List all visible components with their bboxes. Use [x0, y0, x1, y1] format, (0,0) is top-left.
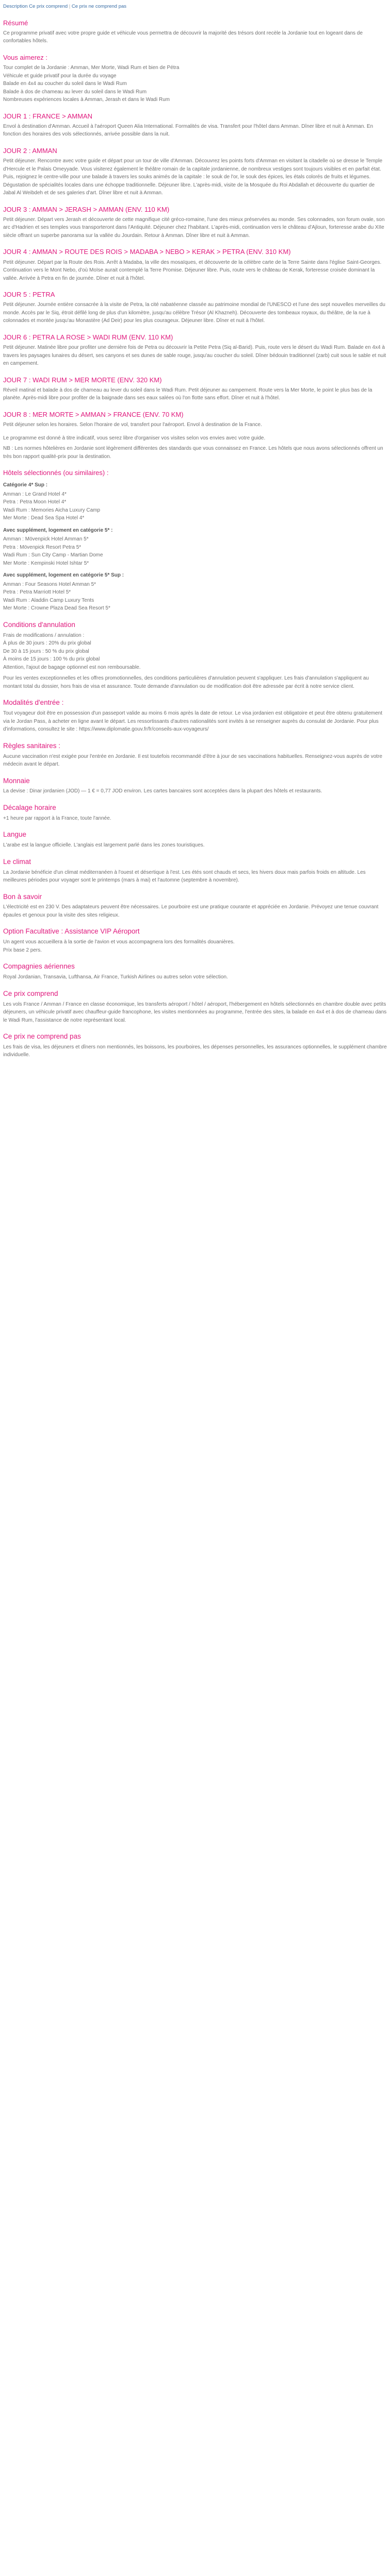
- currency-text: La devise : Dinar jordanien (JOD) — 1 € = 0,77 JOD environ. Les cartes bancaires sont acceptées dans la plupart des hôtels et restaurants.: [3, 788, 322, 794]
- day-title: JOUR 8 : MER MORTE > AMMAN > FRANCE (ENV. 70 KM): [3, 410, 184, 418]
- hotel-category-label: Avec supplément, logement en catégorie 5* :: [3, 527, 113, 533]
- cancellation-line: De 30 à 15 jours : 50 % du prix global: [3, 648, 89, 654]
- hotel-line: Petra : Petra Marriott Hotel 5*: [3, 589, 71, 596]
- options-line: Un agent vous accueillera à la sortie de l'avion et vous accompagnera lors des formalités douanières.: [3, 939, 235, 945]
- climate-text: La Jordanie bénéficie d'un climat méditerranéen à l'ouest et désertique à l'est. Les étés sont chauds et secs, les hivers doux mais parfois froids en altitude. Les meilleures périodes pour voyager sont le printemps (mars à mai) et l'automne (septembre à novembre).: [3, 869, 366, 884]
- health-text: Aucune vaccination n'est exigée pour l'entrée en Jordanie. Il est toutefois recommandé d'être à jour de ses vaccinations habituelles. Renseignez-vous auprès de votre médecin avant le départ.: [3, 753, 383, 768]
- hotel-line: Amman : Le Grand Hotel 4*: [3, 491, 67, 497]
- day-text: Envol à destination d'Amman. Accueil à l'aéroport Queen Alia International. Formalités de visa. Transfert pour l'hôtel dans Amman. Dîner libre et nuit à Amman. En fonction des horaires des vols sélectionnés, arrivée possible dans la nuit.: [3, 123, 373, 138]
- hotel-line: Mer Morte : Crowne Plaza Dead Sea Resort 5*: [3, 605, 110, 612]
- hotel-category-label: Catégorie 4* Sup :: [3, 482, 48, 488]
- day-text: Petit déjeuner selon les horaires. Selon l'horaire de vol, transfert pour l'aéroport. Envol à destination de la France.: [3, 422, 262, 428]
- hotel-line: Wadi Rum : Aladdin Camp Luxury Tents: [3, 597, 94, 603]
- hotel-line: Mer Morte : Kempinski Hotel Ishtar 5*: [3, 560, 89, 566]
- day-1: [3, 112, 388, 139]
- day-8: [3, 411, 388, 429]
- day-title: JOUR 1 : FRANCE > AMMAN: [3, 112, 92, 120]
- day-title: JOUR 7 : WADI RUM > MER MORTE (ENV. 320 KM): [3, 376, 162, 384]
- hotel-line: Wadi Rum : Sun City Camp - Martian Dome: [3, 552, 103, 558]
- cancellation-line: Attention, l'ajout de bagage optionnel est non remboursable.: [3, 664, 141, 670]
- day-title: JOUR 2 : AMMAN: [3, 146, 57, 155]
- timezone-title: Décalage horaire: [3, 803, 56, 811]
- good-to-know-title: Bon à savoir: [3, 892, 42, 901]
- resume-text: Ce programme privatif avec votre propre guide et véhicule vous permettra de découvrir la majorité des trésors dont recèle la Jordanie tout en logeant dans de confortables hôtels.: [3, 30, 363, 44]
- cancellation-line: Frais de modifications / annulation :: [3, 632, 85, 638]
- airlines-title: Compagnies aériennes: [3, 962, 75, 971]
- intro-note: Le programme est donné à titre indicatif, vous serez libre d'organiser vos visites selon vos envies avec votre guide.: [3, 435, 266, 441]
- welcome-line: Nombreuses expériences locales à Amman, Jerash et dans le Wadi Rum: [3, 97, 170, 103]
- payment-title: Modalités d'entrée :: [3, 699, 64, 707]
- welcome-line: Véhicule et guide privatif pour la durée du voyage: [3, 73, 117, 79]
- day-6: [3, 333, 388, 368]
- welcome-title: Vous aimerez :: [3, 53, 47, 61]
- hotel-line: Amman : Mövenpick Hotel Amman 5*: [3, 536, 89, 543]
- breadcrumb-excludes-link[interactable]: Ce prix ne comprend pas: [71, 4, 127, 9]
- cancellation-line: À moins de 15 jours : 100 % du prix global: [3, 656, 100, 663]
- options-line: Prix base 2 pers.: [3, 947, 42, 953]
- day-3: [3, 206, 388, 240]
- price-includes-title: Ce prix comprend: [3, 989, 58, 997]
- welcome-line: Balade à dos de chameau au lever du soleil dans le Wadi Rum: [3, 89, 147, 95]
- price-excludes-text: Les frais de visa, les déjeuners et dîners non mentionnés, les boissons, les pourboires, les dépenses personnelles, les assurances optionnelles, le supplément chambre individuelle.: [3, 1044, 387, 1058]
- day-text: Petit déjeuner. Journée entière consacrée à la visite de Petra, la cité nabatéenne classée au patrimoine mondial de l'UNESCO et l'une des sept nouvelles merveilles du monde. Accès par le Siq, étroit défilé long de plus d'un kilomètre, jusqu'au célèbre Trésor (Al Khazneh). Découverte des tombeaux royaux, du théâtre, de la rue à colonnades et montée jusqu'au Monastère (Ad Deir) pour les plus courageux. Déjeuner libre. Dîner et nuit à l'hôtel.: [3, 302, 385, 324]
- day-title: JOUR 4 : AMMAN > ROUTE DES ROIS > MADABA > NEBO > KERAK > PETRA (ENV. 310 KM): [3, 248, 291, 256]
- day-text: Petit déjeuner. Rencontre avec votre guide et départ pour un tour de ville d'Amman. Découvrez les points forts d'Amman en visitant la citadelle où se dresse le Temple d'Hercule et le Palais Omeyyade. Vous visiterez également le théâtre romain de la capitale jordanienne, de nombreux vestiges sont toujours visibles et en parfait état. Puis, rejoignez le centre-ville pour une balade à travers les souks animés de la capitale : le souk de l'or, le souk des épices, les étals colorés de fruits et légumes. Dégustation de spécialités locales dans une échoppe traditionnelle. Déjeuner libre. L'après-midi, visite de la Mosquée du Roi Abdallah et découverte du quartier de Jabal Al Weibdeh et de ses galeries d'art. Dîner libre et nuit à Amman.: [3, 158, 383, 196]
- day-title: JOUR 3 : AMMAN > JERASH > AMMAN (ENV. 110 KM): [3, 205, 170, 213]
- climate-title: Le climat: [3, 857, 31, 866]
- day-text: Petit déjeuner. Départ par la Route des Rois. Arrêt à Madaba, la ville des mosaïques, et découverte de la célèbre carte de la Terre Sainte dans l'église Saint-Georges. Continuation vers le Mont Nebo, d'où Moïse aurait contemplé la Terre Promise. Déjeuner libre. Puis, route vers le château de Kerak, forteresse croisée dominant la vallée. Arrivée à Petra en fin de journée. Dîner et nuit à l'hôtel.: [3, 259, 382, 281]
- payment-text: Tout voyageur doit être en possession d'un passeport valide au moins 6 mois après la date de retour. Le visa jordanien est obligatoire et peut être obtenu gratuitement via le Jordan Pass, à acheter en ligne avant le départ. Les ressortissants d'autres nationalités sont invités à se renseigner auprès du consulat de Jordanie. Pour plus d'informations, consultez le site : https://www.diplomatie.gouv.fr/fr/conseils-aux-voyageurs/: [3, 710, 383, 733]
- hotel-category: [3, 481, 388, 522]
- currency-title: Monnaie: [3, 776, 30, 785]
- language-title: Langue: [3, 831, 27, 839]
- breadcrumb-separator: |: [69, 4, 72, 9]
- options-title: Option Facultative : Assistance VIP Aéroport: [3, 927, 140, 936]
- hotel-line: Wadi Rum : Memories Aicha Luxury Camp: [3, 507, 101, 513]
- good-to-know-text: L'électricité est en 230 V. Des adaptateurs peuvent être nécessaires. Le pourboire est une pratique courante et appréciée en Jordanie. Prévoyez une tenue couvrant épaules et genoux pour la visite des sites religieux.: [3, 904, 379, 918]
- welcome-list: [3, 64, 388, 104]
- hotel-line: Mer Morte : Dead Sea Spa Hotel 4*: [3, 515, 85, 521]
- price-includes-text: Les vols France / Amman / France en classe économique, les transferts aéroport / hôtel / aéroport, l'hébergement en hôtels sélectionnés en chambre double avec petits déjeuners, un véhicule privatif avec chauffeur-guide francophone, les visites mentionnées au programme, l'entrée des sites, la balade en 4x4 et à dos de chameau dans le Wadi Rum, l'assistance de notre représentant local.: [3, 1001, 387, 1023]
- day-text: Petit déjeuner. Matinée libre pour profiter une dernière fois de Petra ou découvrir la Petite Petra (Siq al-Barid). Puis, route vers le désert du Wadi Rum. Balade en 4x4 à travers les paysages lunaires du désert, ses canyons et ses dunes de sable rouge, jusqu'au coucher du soleil. Dîner bédouin traditionnel (zarb) cuit sous le sable et nuit en campement.: [3, 345, 386, 367]
- hotel-category: [3, 571, 388, 613]
- day-title: JOUR 6 : PETRA LA ROSE > WADI RUM (ENV. 110 KM): [3, 333, 173, 341]
- hotel-line: Amman : Four Seasons Hotel Amman 5*: [3, 581, 96, 587]
- day-7: [3, 376, 388, 402]
- breadcrumb: [3, 3, 388, 11]
- resume-title: Résumé: [3, 19, 28, 27]
- price-excludes-title: Ce prix ne comprend pas: [3, 1032, 81, 1041]
- health-title: Règles sanitaires :: [3, 741, 61, 750]
- cancellation-line: À plus de 30 jours : 20% du prix global: [3, 640, 91, 647]
- page: [0, 0, 391, 1074]
- airlines-text: Royal Jordanian, Transavia, Lufthansa, Air France, Turkish Airlines ou autres selon votre sélection.: [3, 974, 228, 980]
- intro-note: NB : Les normes hôtelières en Jordanie sont légèrement différentes des standards que vous connaissez en France. Les hôtels que nous avons sélectionnés offrent un très bon rapport qualité-prix pour la destination.: [3, 446, 383, 460]
- hotel-line: Petra : Petra Moon Hotel 4*: [3, 499, 67, 505]
- day-4: [3, 248, 388, 282]
- hotels-title: Hôtels sélectionnés (ou similaires) :: [3, 469, 109, 477]
- breadcrumb-description-link[interactable]: Description Ce prix comprend: [3, 4, 68, 9]
- day-5: [3, 291, 388, 325]
- day-text: Réveil matinal et balade à dos de chameau au lever du soleil dans le Wadi Rum. Petit déjeuner au campement. Route vers la Mer Morte, le point le plus bas de la planète. Après-midi libre pour profiter de la baignade dans ses eaux salées où l'on flotte sans effort. Dîner et nuit à l'hôtel.: [3, 387, 372, 401]
- hotel-line: Petra : Mövenpick Resort Petra 5*: [3, 544, 82, 550]
- day-2: [3, 147, 388, 197]
- hotel-category-label: Avec supplément, logement en catégorie 5* Sup :: [3, 572, 124, 579]
- welcome-line: Balade en 4x4 au coucher du soleil dans le Wadi Rum: [3, 81, 127, 87]
- day-title: JOUR 5 : PETRA: [3, 291, 55, 299]
- cancellation-title: Conditions d'annulation: [3, 620, 75, 629]
- cancellation-text: Pour les ventes exceptionnelles et les offres promotionnelles, des conditions particulières d'annulation peuvent s'appliquer. Les frais d'annulation s'appliquent au montant total du dossier, hors frais de visa et assurance. Toute demande d'annulation ou de modification doit être adressée par écrit à notre service client.: [3, 675, 369, 689]
- welcome-line: Tour complet de la Jordanie : Amman, Mer Morte, Wadi Rum et bien de Pétra: [3, 65, 180, 71]
- language-text: L'arabe est la langue officielle. L'anglais est largement parlé dans les zones touristiques.: [3, 842, 205, 849]
- timezone-text: +1 heure par rapport à la France, toute l'année.: [3, 815, 111, 821]
- day-text: Petit déjeuner. Départ vers Jerash et découverte de cette magnifique cité gréco-romaine, l'une des mieux préservées au monde. Ses colonnades, son forum ovale, son arc d'Hadrien et ses temples vous transporteront dans l'Antiquité. Déjeuner chez l'habitant. L'après-midi, continuation vers le château d'Ajloun, forteresse arabe du XIIe siècle offrant un superbe panorama sur la vallée du Jourdain. Retour à Amman. Dîner libre et nuit à Amman.: [3, 216, 385, 239]
- hotel-category: [3, 527, 388, 568]
